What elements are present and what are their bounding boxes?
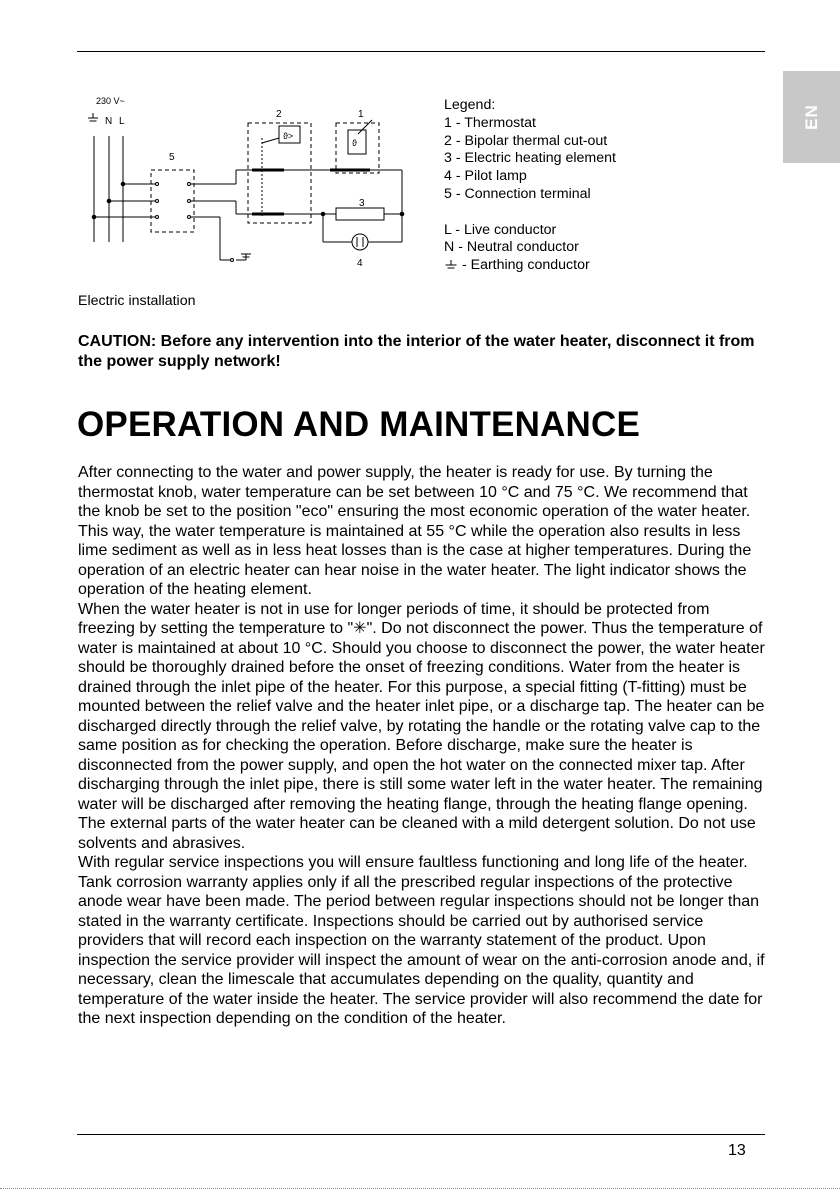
- legend-conductor: L - Live conductor: [444, 221, 557, 238]
- wiring-diagram: [80, 88, 425, 273]
- diagram-legend: [444, 97, 616, 275]
- paragraph: With regular service inspections you will ensure faultless functioning and long life of the heater. Tank corrosion warranty applies only if all the prescribed regular inspections of the protective anode wear have been made. The period between regular inspections should not be longer than stated in the warranty certificate. Inspections should be carried out by authorised service providers that will record each inspection on the warranty statement of the product. Upon inspection the service provider will inspect the amount of wear on the anti-corrosion anode and, if necessary, clean the limescale that accumulates depending on the quality, quantity and temperature of the water inside the heater. The service provider will also recommend the date for the next inspection depending on the condition of the heater.: [78, 854, 765, 1027]
- caution-notice: CAUTION: Before any intervention into the interior of the water heater, disconnect it from the power supply network!: [78, 333, 755, 370]
- legend-item: 4 - Pilot lamp: [444, 168, 527, 185]
- page-number: 13: [728, 1142, 746, 1159]
- label-4: 4: [357, 258, 363, 269]
- bottom-rule: [77, 1134, 765, 1135]
- legend-item: 3 - Electric heating element: [444, 150, 616, 167]
- body-text: [78, 463, 766, 1029]
- label-5: 5: [169, 152, 175, 163]
- language-tab: [783, 71, 840, 163]
- heating-element: [336, 208, 384, 220]
- legend-item: 1 - Thermostat: [444, 114, 536, 131]
- earth-symbol-bottom: [236, 254, 251, 260]
- label-2: 2: [276, 109, 282, 120]
- legend-item: 5 - Connection terminal: [444, 185, 591, 202]
- figure-caption: Electric installation: [78, 293, 196, 309]
- legend-title: Legend:: [444, 97, 496, 113]
- label-3: 3: [359, 198, 365, 209]
- legend-conductor-earth: [444, 257, 616, 275]
- language-label: EN: [801, 104, 821, 130]
- paragraph: After connecting to the water and power supply, the heater is ready for use. By turning the thermostat knob, water temperature can be set between 10 °C and 75 °C. We recommend that the knob be set to the position "eco" ensuring the most economic operation of the water heater. This way, the water temperature is maintained at 55 °C while the operation also results in less lime sediment as well as in less heat losses than is the case at higher temperatures. During the operation of an electric heater can hear noise in the water heater. The light indicator shows the operation of the heating element.: [78, 464, 752, 598]
- terminal-n-label: N: [105, 116, 113, 127]
- label-1: 1: [358, 109, 364, 120]
- pilot-lamp: [352, 234, 368, 250]
- paragraph: When the water heater is not in use for longer periods of time, it should be protected from freezing by setting the temperature to "✳". Do not disconnect the power. Thus the temperature of water is maintained at about 10 °C. Should you choose to disconnect the power, the water heater should be thoroughly drained before the onset of freezing conditions. Water from the heater is drained through the inlet pipe of the heater. For this purpose, a special fitting (T-fitting) must be mounted between the relief valve and the heater inlet pipe, or a discharge tap. The heater can be discharged directly through the relief valve, by rotating the handle or the rotating valve cap to the same position as for checking the operation. Before discharge, make sure the heater is disconnected from the power supply, and open the hot water on the connected mixer tap. After discharging through the inlet pipe, there is still some water left in the water heater. The remaining water will be discharged after removing the heating flange, through the heating flange opening.: [78, 600, 765, 813]
- legend-conductor: N - Neutral conductor: [444, 239, 579, 256]
- earth-icon: [444, 259, 458, 273]
- terminal-l-label: L: [119, 116, 125, 127]
- legend-conductor-label: - Earthing conductor: [458, 257, 590, 274]
- svg-text:ϑ>: ϑ>: [283, 131, 294, 141]
- voltage-label: 230 V~: [96, 96, 125, 106]
- svg-text:ϑ: ϑ: [352, 138, 357, 148]
- section-title: OPERATION AND MAINTENANCE: [77, 405, 641, 444]
- earth-symbol-top: [88, 113, 98, 121]
- page-edge: [0, 1188, 840, 1193]
- top-rule: [77, 51, 765, 52]
- legend-item: 2 - Bipolar thermal cut-out: [444, 132, 608, 149]
- paragraph: The external parts of the water heater can be cleaned with a mild detergent solution. Do not use solvents and abrasives.: [78, 815, 756, 852]
